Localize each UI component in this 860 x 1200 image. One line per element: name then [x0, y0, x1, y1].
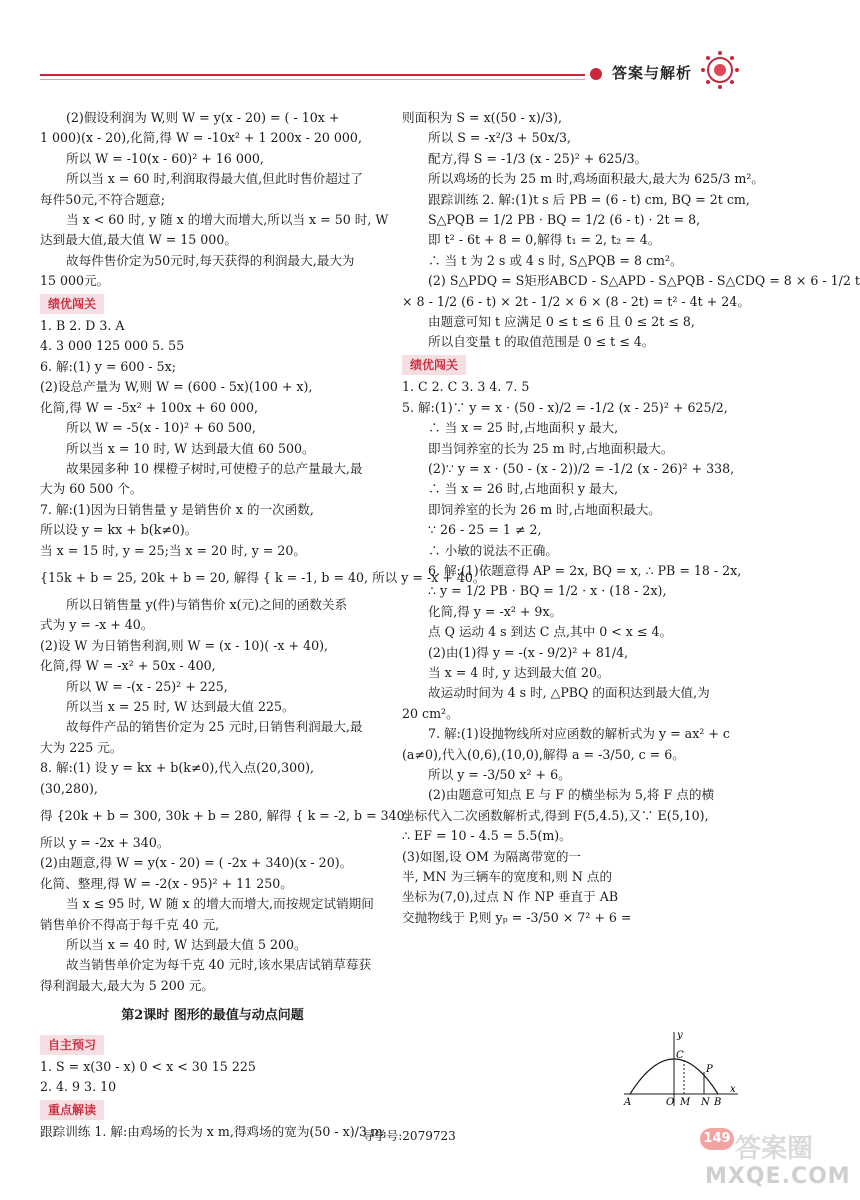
text-line: 故每件售价定为50元时,每天获得的利润最大,最大为 [66, 252, 355, 268]
text-line: 所以当 x = 10 时, W 达到最大值 60 500。 [66, 440, 315, 456]
text-line: 所以设 y = kx + b(k≠0)。 [40, 522, 198, 538]
text-line: 1. C 2. C 3. 3 4. 7. 5 [402, 379, 530, 395]
text-line: 化简,得 W = -x² + 50x - 400, [40, 658, 216, 674]
text-line: 所以 y = -3/50 x² + 6。 [428, 767, 571, 782]
text-line: (2)设 W 为日销售利润,则 W = (x - 10)( -x + 40), [40, 637, 329, 653]
text-line: 配方,得 S = -1/3 (x - 25)² + 625/3。 [428, 150, 648, 166]
text-line: 由题意可知 t 应满足 0 ≤ t ≤ 6 且 0 ≤ 2t ≤ 8, [428, 314, 695, 330]
text-line: (30,280), [40, 780, 98, 796]
text-line: ∴ 当 x = 25 时,占地面积 y 最大, [428, 420, 619, 436]
text-line: 8. 解:(1) 设 y = kx + b(k≠0),代入点(20,300), [40, 760, 315, 776]
text-line: 坐标代入二次函数解析式,得到 F(5,4.5),又∵ E(5,10), [402, 807, 709, 823]
section-badge: 自主预习 [40, 1035, 104, 1055]
text-line: 式为 y = -x + 40。 [40, 617, 154, 633]
text-line: 即饲养室的长为 26 m 时,占地面积最大。 [428, 501, 661, 517]
text-line: 跟踪训练 1. 解:由鸡场的长为 x m,得鸡场的宽为(50 - x)/3 m, [40, 1124, 387, 1140]
text-line: 跟踪训练 2. 解:(1)t s 后 PB = (6 - t) cm, BQ = 2t cm, [428, 191, 750, 207]
flower-logo-icon [700, 50, 740, 90]
text-line: S△PQB = 1/2 PB · BQ = 1/2 (6 - t) · 2t = 8, [428, 212, 701, 228]
figure-label-y: y [677, 1030, 683, 1041]
text-line: 所以 W = -5(x - 10)² + 60 500, [66, 420, 256, 436]
text-line: ∵ 26 - 25 = 1 ≠ 2, [428, 522, 542, 538]
figure-label-a: A [624, 1097, 632, 1108]
text-line: 1 000)(x - 20),化简,得 W = -10x² + 1 200x - 20 000, [40, 130, 362, 146]
section-badge: 重点解读 [40, 1100, 104, 1120]
text-line: (2)设总产量为 W,则 W = (600 - 5x)(100 + x), [40, 379, 313, 395]
text-line: ∴ 当 t 为 2 s 或 4 s 时, S△PQB = 8 cm²。 [428, 252, 683, 268]
section-heading [40, 1098, 385, 1122]
text-line: 所以自变量 t 的取值范围是 0 ≤ t ≤ 4。 [428, 334, 655, 350]
text-line: 得利润最大,最大为 5 200 元。 [40, 977, 215, 993]
text-line: 所以 W = -10(x - 60)² + 16 000, [66, 150, 264, 166]
text-line: 7. 解:(1)设抛物线所对应函数的解析式为 y = ax² + c [428, 726, 730, 742]
figure-label-x: x [730, 1084, 736, 1095]
text-line: 大为 225 元。 [40, 739, 123, 755]
header-rule-thin [40, 79, 585, 80]
text-line: ∴ 小敏的说法不正确。 [428, 542, 558, 558]
header-dot-icon [590, 68, 602, 80]
text-line: 故每件产品的销售价定为 25 元时,日销售利润最大,最 [66, 719, 363, 735]
text-line: 每件50元,不符合题意; [40, 191, 166, 207]
text-line: 1. B 2. D 3. A [40, 318, 125, 334]
text-line: (2)由题意可知点 E 与 F 的横坐标为 5,将 F 点的横 [428, 787, 715, 803]
text-line: 达到最大值,最大值 W = 15 000。 [40, 232, 237, 248]
text-line: 销售单价不得高于每千克 40 元, [40, 916, 220, 932]
text-line: 5. 解:(1)∵ y = x · (50 - x)/2 = -1/2 (x - 25)² + 625/2, [402, 399, 728, 415]
figure-label-c: C [676, 1050, 684, 1061]
equation-system-line: 得 {20k + b = 300, 30k + b = 280, 解得 { k = -2, b = 340。 [40, 808, 418, 823]
text-line: 7. 解:(1)因为日销售量 y 是销售价 x 的一次函数, [40, 501, 314, 517]
text-line: 化简,得 y = -x² + 9x。 [428, 603, 563, 619]
text-line: (2)由题意,得 W = y(x - 20) = ( -2x + 340)(x - 20)。 [40, 855, 353, 871]
text-line: 所以日销售量 y(件)与销售价 x(元)之间的函数关系 [66, 596, 348, 612]
text-line: 所以当 x = 25 时, W 达到最大值 225。 [66, 698, 295, 714]
text-line: 1. S = x(30 - x) 0 < x < 30 15 225 [40, 1059, 256, 1075]
text-line: 20 cm²。 [402, 705, 459, 721]
equation-system-line: {15k + b = 25, 20k + b = 20, 解得 { k = -1, b = 40, 所以 y = -x + 40。 [40, 569, 486, 585]
text-line: 所以 W = -(x - 25)² + 225, [66, 678, 228, 694]
header-title: 答案与解析 [612, 64, 693, 82]
text-line: 所以 y = -2x + 340。 [40, 835, 170, 850]
guide-code: 导学号:2079723 [362, 1129, 456, 1143]
text-line: 当 x ≤ 95 时, W 随 x 的增大而增大,而按规定试销期间 [66, 896, 374, 912]
text-line: 2. 4. 9 3. 10 [40, 1079, 117, 1095]
text-line: (3)如图,设 OM 为隔离带宽的一 [402, 848, 582, 864]
text-line: ∴ y = 1/2 PB · BQ = 1/2 · x · (18 - 2x), [428, 583, 667, 599]
section-badge: 绩优闯关 [40, 294, 104, 314]
text-line: 即当饲养室的长为 25 m 时,占地面积最大。 [428, 440, 674, 456]
parabola-figure [622, 1028, 740, 1108]
figure-label-b: B [714, 1097, 722, 1108]
text-line: (2) S△PDQ = S矩形ABCD - S△APD - S△PQB - S△CDQ = 8 × 6 - 1/2 t [428, 273, 860, 289]
text-line: 当 x < 60 时, y 随 x 的增大而增大,所以当 x = 50 时, W [66, 212, 389, 228]
text-line: 故运动时间为 4 s 时, △PBQ 的面积达到最大值,为 [428, 685, 710, 701]
text-line: 所以 S = -x²/3 + 50x/3, [428, 130, 571, 146]
text-line: 即 t² - 6t + 8 = 0,解得 t₁ = 2, t₂ = 4。 [428, 232, 661, 248]
watermark-url: MXQE.COM [705, 1164, 851, 1189]
text-line: 则面积为 S = x((50 - x)/3), [402, 110, 562, 125]
text-line: 交抛物线于 P,则 yₚ = -3/50 × 7² + 6 = [402, 909, 632, 925]
figure-label-o: O [666, 1097, 675, 1108]
text-line: 6. 解:(1)依题意得 AP = 2x, BQ = x, ∴ PB = 18 - 2x, [428, 562, 742, 578]
text-line: 化简、整理,得 W = -2(x - 95)² + 11 250。 [40, 875, 293, 891]
section-heading [40, 292, 385, 316]
right-column [402, 108, 860, 928]
text-line: 所以当 x = 40 时, W 达到最大值 5 200。 [66, 937, 307, 953]
text-line: 大为 60 500 个。 [40, 481, 143, 497]
section-heading [40, 1033, 385, 1057]
text-line: (2)由(1)得 y = -(x - 9/2)² + 81/4, [428, 644, 629, 660]
text-line: 点 Q 运动 4 s 到达 C 点,其中 0 < x ≤ 4。 [428, 624, 673, 640]
text-line: 故当销售单价定为每千克 40 元时,该水果店试销草莓获 [66, 957, 372, 973]
text-line: 4. 3 000 125 000 5. 55 [40, 338, 185, 354]
text-line: 坐标为(7,0),过点 N 作 NP 垂直于 AB [402, 889, 619, 905]
figure-label-p: P [706, 1064, 713, 1075]
section-badge: 绩优闯关 [402, 355, 466, 375]
text-line: 当 x = 4 时, y 达到最大值 20。 [428, 664, 610, 680]
text-line: (2)∵ y = x · (50 - (x - 2))/2 = -1/2 (x - 26)² + 338, [428, 460, 735, 476]
text-line: 半, MN 为三辆车的宽度和,则 N 点的 [402, 869, 613, 885]
page-number: 149 [700, 1128, 734, 1150]
text-line: 所以当 x = 60 时,利润取得最大值,但此时售价超过了 [66, 171, 363, 187]
text-line: 所以鸡场的长为 25 m 时,鸡场面积最大,最大为 625/3 m²。 [428, 171, 764, 187]
figure-label-n: N [701, 1097, 710, 1108]
text-line: 化简,得 W = -5x² + 100x + 60 000, [40, 399, 259, 415]
text-line: 15 000元。 [40, 273, 110, 289]
header-rule [40, 74, 585, 76]
text-line: ∴ EF = 10 - 4.5 = 5.5(m)。 [402, 828, 572, 844]
text-line: × 8 - 1/2 (6 - t) × 2t - 1/2 × 6 × (8 - 2t) = t² - 4t + 24。 [402, 293, 750, 309]
text-line: (a≠0),代入(0,6),(10,0),解得 a = -3/50, c = 6。 [402, 746, 685, 762]
text-line: 6. 解:(1) y = 600 - 5x; [40, 358, 177, 374]
lesson-title: 第2课时 图形的最值与动点问题 [121, 1008, 304, 1024]
watermark-logo: 答案圈 [735, 1134, 814, 1164]
text-line: 当 x = 15 时, y = 25;当 x = 20 时, y = 20。 [40, 542, 307, 558]
text-line: (2)假设利润为 W,则 W = y(x - 20) = ( - 10x + [66, 110, 340, 125]
text-line: ∴ 当 x = 26 时,占地面积 y 最大, [428, 481, 619, 497]
text-line: 故果园多种 10 棵橙子树时,可使橙子的总产量最大,最 [66, 460, 363, 476]
figure-label-m: M [680, 1097, 691, 1108]
section-heading [402, 353, 777, 377]
